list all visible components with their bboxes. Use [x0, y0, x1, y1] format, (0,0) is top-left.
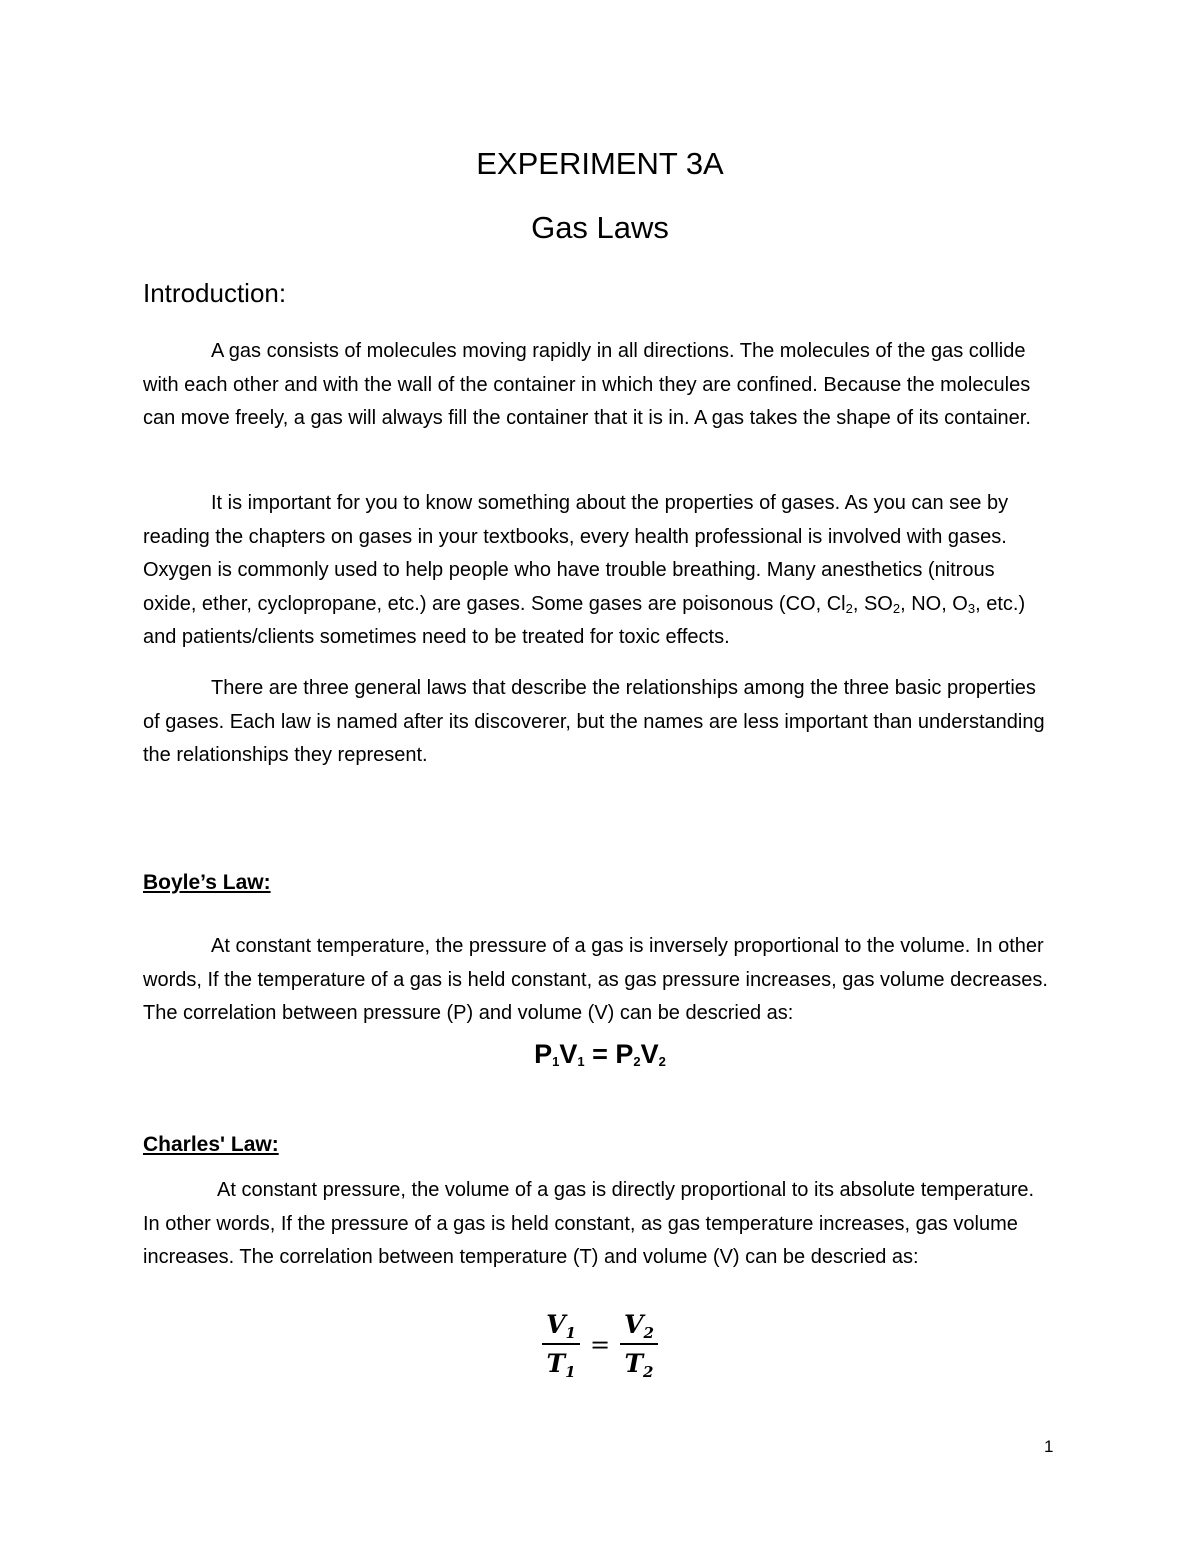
- numerator: $V_2$: [620, 1310, 658, 1345]
- charles-law-paragraph: At constant pressure, the volume of a gas is directly proportional to its absolute temperature. In other words, If the pressure of a gas is held constant, as gas temperature increases, gas volume increases. The correlation between temperature (T) and volume (V) can be descried as:: [143, 1179, 1035, 1268]
- intro-p2-text-b: , SO: [852, 592, 893, 615]
- fraction-left: [542, 1310, 580, 1379]
- boyles-law-paragraph: At constant temperature, the pressure of a gas is inversely proportional to the volume. In other words, If the temperature of a gas is held constant, as gas pressure increases, gas volume decreases. The correlation between pressure (P) and volume (V) can be descried as:: [143, 935, 1048, 1024]
- document-subtitle: Gas Laws: [531, 210, 669, 245]
- intro-p2-text-c: , NO, O: [900, 592, 968, 615]
- intro-paragraph-3: There are three general laws that describe the relationships among the three basic properties of gases. Each law is named after its discoverer, but the names are less important than understanding the relationships they represent.: [143, 677, 1045, 766]
- introduction-heading: Introduction:: [143, 278, 287, 308]
- page-number: 1: [1044, 1437, 1054, 1456]
- intro-p2-text-a: It is important for you to know something about the properties of gases. As you can see by reading the chapters on gases in your textbooks, every health professional is involved with gases. Oxygen is commonly used to help people who have trouble breathing. Many anesthetics (nitrous oxide, ether, cyclopropane, etc.) are gases. Some gases are poisonous (CO, Cl: [143, 492, 1009, 615]
- fraction-right: [620, 1310, 658, 1379]
- intro-paragraph-2: [143, 487, 1048, 655]
- charles-law-heading: Charles' Law:: [143, 1133, 279, 1156]
- charles-law-formula: [0, 1310, 1200, 1379]
- numerator: $V_1$: [542, 1310, 580, 1345]
- subscript: 3: [967, 600, 976, 616]
- boyles-law-heading: Boyle’s Law:: [143, 871, 271, 894]
- equals-sign: =: [589, 1330, 611, 1359]
- document-title: EXPERIMENT 3A: [476, 146, 724, 181]
- intro-p2-text-d: , etc.) and patients/clients sometimes need to be treated for toxic effects.: [143, 592, 1026, 648]
- subscript: 2: [845, 600, 853, 616]
- intro-paragraph-1: A gas consists of molecules moving rapidly in all directions. The molecules of the gas collide with each other and with the wall of the container in which they are confined. Because the molecules can move freely, a gas will always fill the container that it is in. A gas takes the shape of its container.: [143, 340, 1031, 429]
- denominator: $T_1$: [546, 1349, 576, 1381]
- denominator: $T_2$: [624, 1349, 654, 1381]
- boyles-law-formula: $P_1V_1 = P_2V_2$: [534, 1039, 666, 1069]
- subscript: 2: [892, 600, 901, 616]
